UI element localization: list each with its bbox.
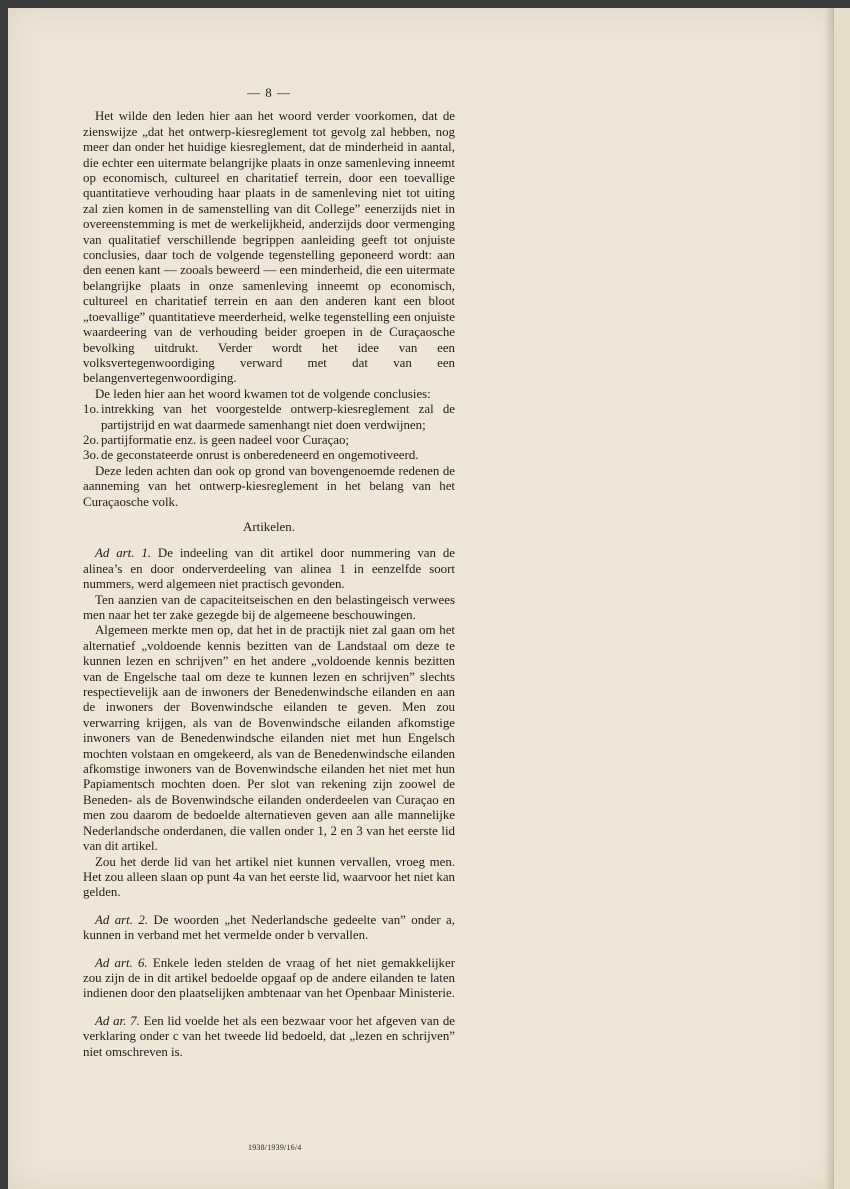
- art1-paragraph-3: Algemeen merkte men op, dat het in de practijk niet zal gaan om het alternatief „voldoende kennis bezitten van de Landstaal om deze te kunnen lezen en schrijven” en het andere „voldoende kennis bezitten van de Engelsche taal om deze te kunnen lezen en schrijven” slechts respectievelijk aan de inwoners der Benedenwindsche eilanden en aan de inwoners der Bovenwindsche eilanden te geven. Men zou verwarring krijgen, als van de Bovenwindsche eilanden afkomstige inwoners van de Benedenwindsche eilanden niet met hun Engelsch mochten volstaan en omgekeerd, als van de Benedenwindsche eilanden afkomstige inwoners van de Bovenwindsche eilanden het niet met hun Papiamentsch mochten doen. Per slot van rekening zijn zoowel de Beneden- als de Bovenwindsche eilanden onderdeelen van Curaçao en men zou daarom de bedoelde alternatieven geven aan alle mannelijke Nederlandsche onderdanen, die vallen onder 1, 2 en 3 van het eerste lid van dit artikel.: [83, 623, 455, 854]
- art1-paragraph-1: [83, 546, 455, 592]
- document-page: [8, 8, 834, 1189]
- next-page-edge: [833, 8, 850, 1189]
- art2-text: De woorden „het Nederlandsche gedeelte van” onder a, kunnen in verband met het vermelde onder b vervallen.: [83, 912, 455, 943]
- conclusion-item: [83, 402, 455, 433]
- section-heading: Artikelen.: [243, 519, 295, 534]
- art1-label: Ad art. 1.: [95, 546, 152, 561]
- conclusion-number: 3o.: [83, 448, 100, 463]
- art6-text: Enkele leden stelden de vraag of het niet gemakkelijker zou zijn de in dit artikel bedoelde opgaaf op de andere eilanden te laten indienen door den plaatselijken ambtenaar van het Openbaar Ministerie.: [83, 955, 455, 1001]
- art7-label: Ad ar. 7.: [95, 1013, 140, 1028]
- intro-paragraph-2: De leden hier aan het woord kwamen tot de volgende conclusies:: [95, 386, 431, 401]
- conclusion-number: 2o.: [83, 432, 100, 447]
- art2-paragraph: [83, 913, 455, 944]
- footer-document-code: 1938/1939/16/4: [248, 1143, 302, 1152]
- text-column: [83, 86, 455, 1060]
- art7-paragraph: [83, 1014, 455, 1060]
- conclusion-text: partijformatie enz. is geen nadeel voor Curaçao;: [101, 432, 350, 447]
- conclusion-text: de geconstateerde onrust is onberedeneerd en ongemotiveerd.: [101, 448, 419, 463]
- art7-text: Een lid voelde het als een bezwaar voor het afgeven van de verklaring onder c van het tweede lid bedoeld, dat „lezen en schrijven” niet omschreven is.: [83, 1013, 456, 1059]
- conclusion-item: [83, 433, 455, 448]
- conclusion-number: 1o.: [83, 402, 100, 417]
- art1-text-1: De indeeling van dit artikel door nummering van de alinea’s en door onderverdeeling van alinea 1 in eenzelfde soort nummers, werd algemeen niet practisch gevonden.: [83, 546, 455, 592]
- page-number: — 8 —: [247, 86, 291, 100]
- conclusion-text: intrekking van het voorgestelde ontwerp-kiesreglement zal de partijstrijd en wat daarmede samenhangt niet doen verdwijnen;: [101, 402, 455, 432]
- art2-label: Ad art. 2.: [95, 912, 149, 927]
- conclusion-item: [83, 448, 455, 463]
- intro-paragraph-1: Het wilde den leden hier aan het woord verder voorkomen, dat de zienswijze „dat het ontwerp-kiesreglement tot gevolg zal hebben, nog meer dan onder het huidige kiesreglement, dat de minderheid in aantal, die echter een uitermate belangrijke plaats in onze samenleving inneemt op economisch, cultureel en charitatief terrein, door een toevallige quantitatieve verhouding haar plaats in de samenleving niet tot uiting zal zien komen in de samenstelling van dit College” eenerzijds niet in overeenstemming is met de werkelijkheid, anderzijds door vermenging van qualitatief verschillende begrippen aanleiding geeft tot onjuiste conclusies, daar toch de volgende tegenstelling geponeerd wordt: aan den eenen kant — zooals beweerd — een minderheid, die een uitermate belangrijke plaats in onze samenleving inneemt op economisch, cultureel en charitatief terrein en aan den anderen kant een bloot „toevallige” quantitatieve meerderheid, welke tegenstelling een onjuiste waardeering van de verhouding beider groepen in de Curaçaosche bevolking uitdrukt. Verder wordt het idee van een volksvertegenwoordiging verward met dat van een belangenvertegenwoordiging.: [83, 109, 455, 386]
- art1-paragraph-2: Ten aanzien van de capaciteitseischen en den belastingeisch verwees men naar het ter zake gezegde bij de algemeene beschouwingen.: [83, 592, 455, 622]
- conclusion-paragraph: Deze leden achten dan ook op grond van bovengenoemde redenen de aanneming van het ontwerp-kiesreglement in het belang van het Curaçaosche volk.: [83, 463, 455, 509]
- art6-label: Ad art. 6.: [95, 955, 148, 970]
- art6-paragraph: [83, 956, 455, 1002]
- art1-paragraph-4: Zou het derde lid van het artikel niet kunnen vervallen, vroeg men. Het zou alleen slaan op punt 4a van het eerste lid, waarvoor het niet kan gelden.: [83, 854, 455, 900]
